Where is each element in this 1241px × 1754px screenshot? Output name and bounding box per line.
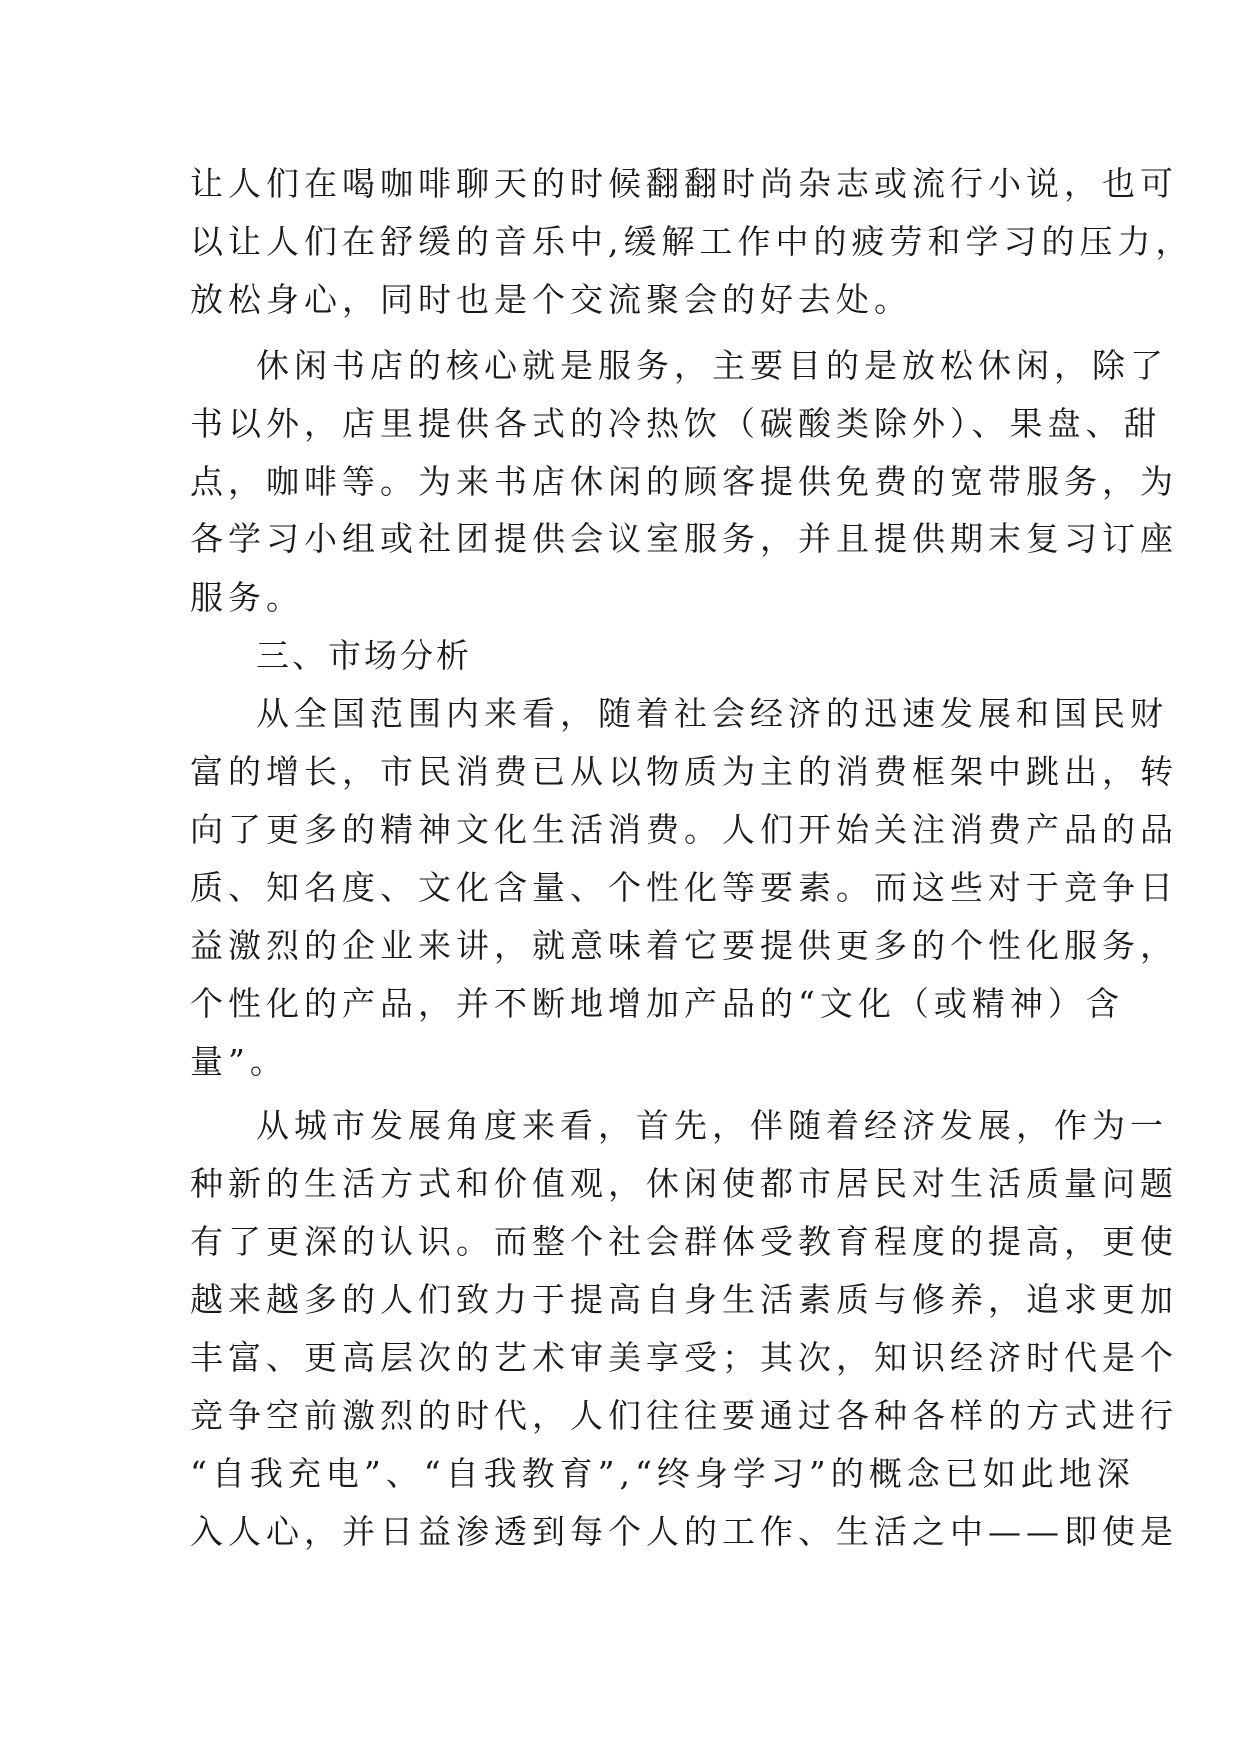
text-line: 种新的生活方式和价值观，休闲使都市居民对生活质量问题 (190, 1164, 1178, 1203)
text-line: 富的增长，市民消费已从以物质为主的消费框架中跳出，转 (190, 752, 1178, 791)
text-line: 书以外，店里提供各式的冷热饮（碳酸类除外）、果盘、甜 (190, 404, 1162, 443)
text-line: 以让人们在舒缓的音乐中,缓解工作中的疲劳和学习的压力， (190, 222, 1194, 261)
text-line: 量”。 (190, 1042, 288, 1081)
text-line: 有了更深的认识。而整个社会群体受教育程度的提高，更使 (190, 1222, 1178, 1261)
text-line: 向了更多的精神文化生活消费。人们开始关注消费产品的品 (190, 810, 1178, 849)
paragraph-first-line: 休闲书店的核心就是服务，主要目的是放松休闲，除了 (256, 346, 1168, 385)
text-line: 让人们在喝咖啡聊天的时候翻翻时尚杂志或流行小说，也可 (190, 164, 1178, 203)
text-line: 各学习小组或社团提供会议室服务，并且提供期末复习订座 (190, 519, 1178, 558)
text-line: 点，咖啡等。为来书店休闲的顾客提供免费的宽带服务，为 (190, 462, 1178, 501)
text-line: 放松身心，同时也是个交流聚会的好去处。 (190, 280, 912, 319)
paragraph-first-line: 从城市发展角度来看，首先，伴随着经济发展，作为一 (256, 1106, 1168, 1145)
section-heading: 三、市场分析 (256, 636, 472, 675)
text-line: 益激烈的企业来讲，就意味着它要提供更多的个性化服务， (190, 926, 1178, 965)
paragraph-first-line: 从全国范围内来看，随着社会经济的迅速发展和国民财 (256, 694, 1168, 733)
text-line: 丰富、更高层次的艺术审美享受；其次，知识经济时代是个 (190, 1338, 1178, 1377)
text-line: “自我充电”、“自我教育”,“终身学习”的概念已如此地深 (190, 1454, 1135, 1493)
text-line: 越来越多的人们致力于提高自身生活素质与修养，追求更加 (190, 1280, 1178, 1319)
text-line: 个性化的产品，并不断地增加产品的“文化（或精神）含 (190, 984, 1124, 1023)
text-line: 服务。 (190, 578, 304, 617)
text-line: 入人心，并日益渗透到每个人的工作、生活之中——即使是 (190, 1512, 1178, 1551)
text-line: 质、知名度、文化含量、个性化等要素。而这些对于竞争日 (190, 868, 1178, 907)
text-line: 竞争空前激烈的时代，人们往往要通过各种各样的方式进行 (190, 1396, 1178, 1435)
